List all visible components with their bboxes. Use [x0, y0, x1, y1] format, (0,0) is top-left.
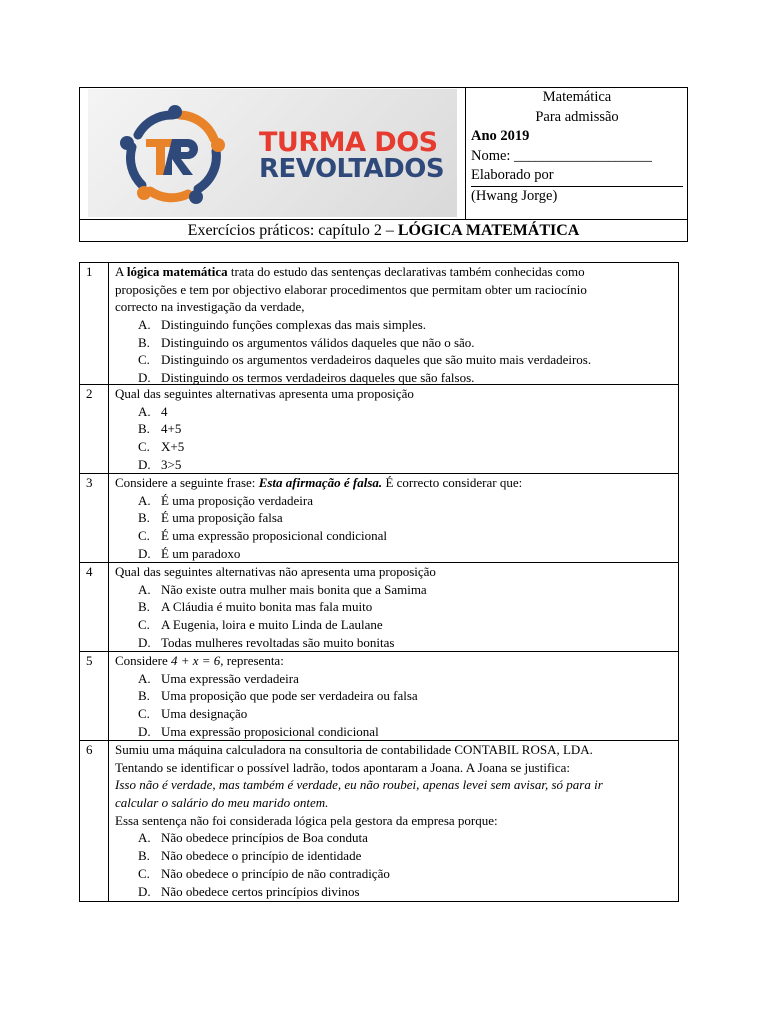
question-number: 1	[80, 263, 109, 384]
option	[115, 438, 670, 456]
question-body	[115, 263, 670, 387]
title-prefix: Exercícios práticos: capítulo 2 –	[187, 222, 398, 239]
question-body	[115, 474, 670, 562]
option-letter: B.	[138, 848, 150, 864]
option	[115, 705, 670, 723]
question-term: lógica matemática	[126, 264, 228, 279]
option-text: Distinguindo os termos verdadeiros daqueles que são falsos.	[161, 370, 475, 386]
option-text: Não existe outra mulher mais bonita que a Samima	[161, 581, 427, 597]
option	[115, 527, 670, 545]
question-row	[80, 385, 678, 474]
option	[115, 420, 670, 438]
subject: Matemática	[542, 89, 612, 105]
option-text: 4	[161, 403, 168, 419]
option-text: Distinguindo os argumentos válidos daqueles que não o são.	[161, 334, 475, 350]
question-row	[80, 474, 678, 563]
option	[115, 403, 670, 421]
option-text: Distinguindo funções complexas das mais simples.	[161, 317, 427, 333]
option-text: Todas mulheres revoltadas são muito bonitas	[161, 634, 395, 650]
document-header	[79, 87, 688, 242]
option-text: É uma proposição verdadeira	[161, 492, 313, 508]
question-number: 4	[80, 563, 109, 651]
logo-text-line2: REVOLTADOS	[259, 154, 445, 184]
option-text: Não obedece princípios de Boa conduta	[161, 830, 368, 846]
quoted-statement: calcular o salário do meu marido ontem.	[115, 795, 329, 811]
option	[115, 634, 670, 652]
question-text: Qual das seguintes alternativas não apresenta uma proposição	[115, 564, 436, 579]
option-letter: D.	[138, 545, 151, 561]
option-text: A Eugenia, loira e muito Linda de Laulane	[161, 617, 383, 633]
question-text: Considere	[115, 653, 171, 668]
option	[115, 545, 670, 563]
option-text: X+5	[161, 439, 185, 455]
question-number: 2	[80, 385, 109, 473]
option-text: É um paradoxo	[161, 545, 241, 561]
quoted-sentence: Esta afirmação é falsa.	[258, 475, 383, 490]
option-text: Não obedece o princípio de não contradição	[161, 865, 390, 881]
question-text: Sumiu uma máquina calculadora na consultoria de contabilidade CONTABIL ROSA, LDA.	[115, 742, 593, 757]
option-letter: D.	[138, 883, 151, 899]
option-letter: B.	[138, 421, 150, 437]
logo-mark-icon	[118, 105, 228, 205]
name-field: Nome: ___________________	[471, 147, 652, 164]
option-letter: B.	[138, 688, 150, 704]
option-letter: C.	[138, 439, 150, 455]
option-letter: A.	[138, 317, 151, 333]
option	[115, 316, 670, 334]
option	[115, 581, 670, 599]
option	[115, 723, 670, 741]
question-text: Tentando se identificar o possível ladrão, todos apontaram a Joana. A Joana se justifica:	[115, 759, 571, 775]
option-letter: B.	[138, 334, 150, 350]
option-letter: C.	[138, 617, 150, 633]
option	[115, 598, 670, 616]
year: Ano 2019	[471, 128, 530, 144]
option	[115, 687, 670, 705]
question-text: A	[115, 264, 124, 279]
question-body	[115, 563, 670, 651]
question-text: Considere a seguinte frase:	[115, 475, 259, 490]
option-text: Distinguindo os argumentos verdadeiros daqueles que são muito mais verdadeiros.	[161, 352, 592, 368]
option-letter: A.	[138, 830, 151, 846]
option-text: Uma proposição que pode ser verdadeira ou falsa	[161, 688, 418, 704]
option-letter: D.	[138, 456, 151, 472]
option-letter: C.	[138, 352, 150, 368]
option-letter: A.	[138, 403, 151, 419]
question-text: , representa:	[220, 653, 284, 668]
option	[115, 616, 670, 634]
info-cell	[466, 88, 688, 219]
question-body	[115, 741, 670, 900]
option-letter: D.	[138, 370, 151, 386]
option	[115, 492, 670, 510]
option	[115, 829, 670, 847]
option-text: Não obedece o princípio de identidade	[161, 848, 362, 864]
question-text: proposições e tem por objectivo elaborar procedimentos que permitam obter um raciocínio	[115, 281, 587, 297]
option-text: É uma expressão proposicional condicional	[161, 528, 387, 544]
question-number: 3	[80, 474, 109, 562]
question-row	[80, 741, 678, 901]
question-text: É correcto considerar que:	[382, 475, 523, 490]
question-body	[115, 652, 670, 740]
purpose: Para admissão	[535, 108, 619, 125]
question-text: trata do estudo das sentenças declarativas também conhecidas como	[227, 264, 585, 279]
option-text: 4+5	[161, 421, 182, 437]
option	[115, 334, 670, 352]
option-letter: D.	[138, 634, 151, 650]
option-letter: C.	[138, 528, 150, 544]
question-text: Qual das seguintes alternativas apresenta uma proposição	[115, 386, 414, 401]
quoted-statement: Isso não é verdade, mas também é verdade, eu não roubei, apenas levei sem avisar, só para ir	[115, 777, 603, 793]
question-row	[80, 563, 678, 652]
option	[115, 509, 670, 527]
option-letter: A.	[138, 581, 151, 597]
option-letter: C.	[138, 706, 150, 722]
option	[115, 670, 670, 688]
question-text: correcto na investigação da verdade,	[115, 299, 305, 315]
questions-table	[79, 262, 679, 902]
logo-cell	[80, 88, 466, 219]
logo-text-line1: TURMA DOS	[259, 127, 438, 158]
option-text: É uma proposição falsa	[161, 510, 283, 526]
option-letter: A.	[138, 670, 151, 686]
question-number: 6	[80, 741, 109, 901]
option-letter: B.	[138, 599, 150, 615]
option	[115, 865, 670, 883]
math-expression: 4 + x = 6	[170, 653, 221, 668]
option-text: A Cláudia é muito bonita mas fala muito	[161, 599, 373, 615]
author: (Hwang Jorge)	[471, 188, 558, 204]
prepared-by-label: Elaborado por	[471, 167, 554, 183]
question-row	[80, 263, 678, 385]
question-body	[115, 385, 670, 473]
option-text: Uma expressão proposicional condicional	[161, 723, 379, 739]
option	[115, 456, 670, 474]
option-text: 3>5	[161, 456, 182, 472]
logo-banner	[88, 89, 457, 217]
option-text: Uma expressão verdadeira	[161, 670, 299, 686]
option	[115, 883, 670, 901]
option-text: Não obedece certos princípios divinos	[161, 883, 360, 899]
option-letter: C.	[138, 865, 150, 881]
option-letter: D.	[138, 723, 151, 739]
page-title	[80, 219, 687, 243]
question-text: Essa sentença não foi considerada lógica pela gestora da empresa porque:	[115, 812, 498, 828]
question-row	[80, 652, 678, 741]
question-number: 5	[80, 652, 109, 740]
option	[115, 351, 670, 369]
option-letter: A.	[138, 492, 151, 508]
option	[115, 847, 670, 865]
title-topic: LÓGICA MATEMÁTICA	[397, 222, 580, 239]
option-text: Uma designação	[161, 706, 248, 722]
option-letter: B.	[138, 510, 150, 526]
